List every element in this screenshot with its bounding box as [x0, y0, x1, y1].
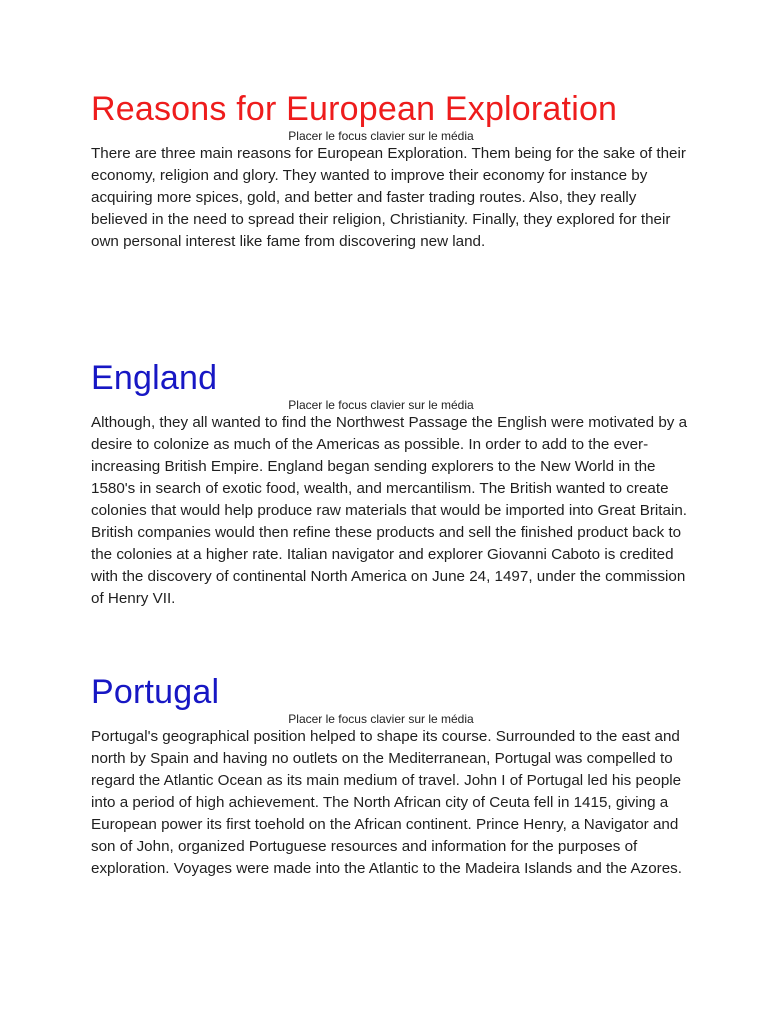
section-body-portugal: Portugal's geographical position helped to shape its course. Surrounded to the east and north by Spain and having no outlets on the Mediterranean, Portugal was compelled to regard the Atlantic Ocean as its main medium of travel. John I of Portugal led his people into a period of high achievement. The North African city of Ceuta fell in 1415, giving a European power its first toehold on the African continent. Prince Henry, a Navigator and son of John, organized Portuguese resources and information for the purposes of exploration. Voyages were made into the Atlantic to the Madeira Islands and the Azores.	[91, 728, 682, 877]
media-focus-link[interactable]: Placer le focus clavier sur le média	[288, 129, 474, 143]
media-focus-link[interactable]: Placer le focus clavier sur le média	[288, 712, 474, 726]
section-body-reasons: There are three main reasons for European Exploration. Them being for the sake of their economy, religion and glory. They wanted to improve their economy for instance by acquiring more spices, gold, and better and faster trading routes. Also, they really believed in the need to spread their religion, Christianity. Finally, they explored for their own personal interest like fame from discovering new land.	[91, 145, 686, 250]
document-page	[91, 88, 691, 877]
section-reasons	[91, 88, 691, 253]
media-focus-link[interactable]: Placer le focus clavier sur le média	[288, 398, 474, 412]
section-title-portugal: Portugal	[91, 673, 220, 711]
section-portugal	[91, 672, 691, 880]
section-title-reasons: Reasons for European Exploration	[91, 90, 618, 128]
section-title-england: England	[91, 359, 218, 397]
section-body-england: Although, they all wanted to find the Northwest Passage the English were motivated by a desire to colonize as much of the Americas as possible. In order to add to the ever-increasing British Empire. England began sending explorers to the New World in the 1580's in search of exotic food, wealth, and mercantilism. The British wanted to create colonies that would help produce raw materials that would be imported into Great Britain. British companies would then refine these products and sell the finished product back to the colonies at a higher rate. Italian navigator and explorer Giovanni Caboto is credited with the discovery of continental North America on June 24, 1497, under the commission of Henry VII.	[91, 414, 688, 607]
section-england	[91, 358, 691, 610]
